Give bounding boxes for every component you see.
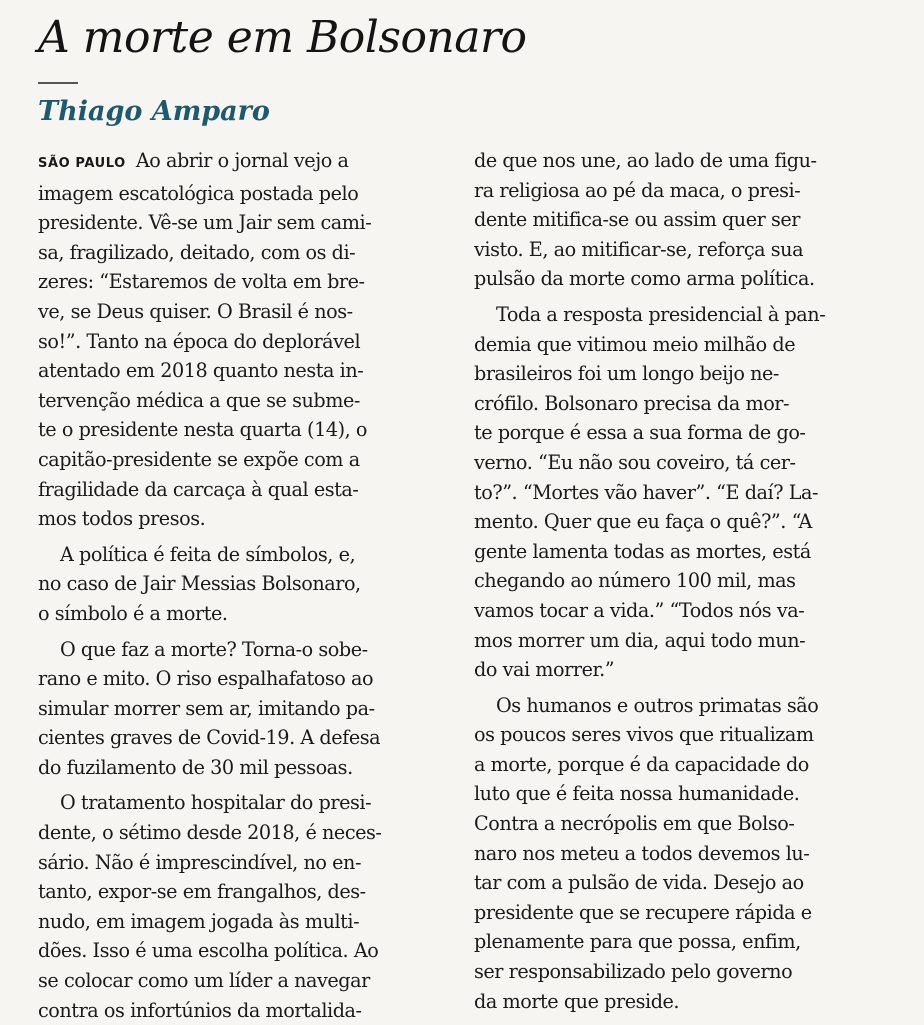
text-line — [474, 987, 894, 1017]
text-line — [38, 297, 458, 327]
text-line — [474, 691, 894, 721]
line-text: verno. “Eu não sou coveiro, tá cer- — [474, 450, 796, 474]
text-line — [474, 146, 894, 176]
line-text: atentado em 2018 quanto nesta in- — [38, 359, 364, 383]
text-line — [38, 415, 458, 445]
text-line — [38, 635, 458, 665]
line-text: luto que é feita nossa humanidade. — [474, 782, 800, 806]
text-line — [38, 146, 458, 179]
text-line — [38, 848, 458, 878]
text-line — [474, 389, 894, 419]
line-text: Contra a necrópolis em que Bolso- — [474, 812, 795, 836]
text-line — [38, 818, 458, 848]
line-text: Os humanos e outros primatas são — [496, 693, 819, 717]
text-line — [474, 176, 894, 206]
line-text: a morte, porque é da capacidade do — [474, 752, 809, 776]
text-line — [474, 927, 894, 957]
text-line — [38, 540, 458, 570]
line-text: O tratamento hospitalar do presi- — [60, 791, 372, 815]
text-line — [38, 753, 458, 783]
text-line — [38, 327, 458, 357]
text-line — [474, 898, 894, 928]
text-line — [474, 205, 894, 235]
dateline: SÃO PAULO — [38, 156, 126, 171]
text-line — [474, 330, 894, 360]
line-text: de que nos une, ao lado de uma figu- — [474, 149, 817, 172]
author-byline: Thiago Amparo — [38, 96, 270, 127]
line-text: plenamente para que possa, enfim, — [474, 930, 801, 954]
line-text: O que faz a morte? Torna-o sobe- — [60, 637, 368, 661]
text-line — [474, 507, 894, 537]
line-text: tervenção médica a que se subme- — [38, 388, 360, 412]
line-text: nudo, em imagem jogada às multi- — [38, 909, 360, 933]
article-column-left — [38, 146, 458, 1025]
line-text: ra religiosa ao pé da maca, o presi- — [474, 178, 801, 202]
headline: A morte em Bolsonaro — [38, 12, 527, 63]
line-text: cientes graves de Covid-19. A defesa — [38, 726, 381, 750]
text-line — [474, 750, 894, 780]
line-text: imagem escatológica postada pelo — [38, 181, 359, 205]
line-text: presidente que se recupere rápida e — [474, 900, 812, 924]
text-line — [474, 264, 894, 294]
line-text: o símbolo é a morte. — [38, 601, 228, 625]
text-line — [474, 957, 894, 987]
text-line — [38, 445, 458, 475]
line-text: sa, fragilizado, deitado, com os di- — [38, 240, 356, 264]
line-text: visto. E, ao mitificar-se, reforça sua — [474, 237, 804, 261]
line-text: simular morrer sem ar, imitando pa- — [38, 696, 375, 720]
text-line — [38, 907, 458, 937]
text-line — [38, 386, 458, 416]
line-text: fragilidade da carcaça à qual esta- — [38, 477, 359, 501]
line-text: mos morrer um dia, aqui todo mun- — [474, 628, 806, 652]
text-line — [38, 356, 458, 386]
text-line — [38, 694, 458, 724]
text-line — [474, 839, 894, 869]
text-line — [474, 596, 894, 626]
text-line — [474, 779, 894, 809]
text-line — [38, 996, 458, 1025]
text-line — [474, 868, 894, 898]
line-text: naro nos meteu a todos devemos lu- — [474, 841, 810, 865]
line-text: to?”. “Mortes vão haver”. “E daí? La- — [474, 480, 819, 504]
line-text: pulsão da morte como arma política. — [474, 267, 815, 291]
line-text: te porque é essa a sua forma de go- — [474, 421, 806, 445]
text-line — [38, 569, 458, 599]
text-line — [474, 720, 894, 750]
text-line — [38, 267, 458, 297]
text-line — [474, 235, 894, 265]
line-text: capitão-presidente se expõe com a — [38, 447, 360, 471]
text-line — [474, 359, 894, 389]
line-text: sário. Não é imprescindível, no en- — [38, 850, 361, 874]
text-line — [38, 504, 458, 534]
line-text: do fuzilamento de 30 mil pessoas. — [38, 755, 353, 779]
line-text: do vai morrer.” — [474, 658, 615, 682]
article-column-right — [474, 146, 894, 1016]
text-line — [474, 566, 894, 596]
text-line — [38, 475, 458, 505]
text-line — [38, 723, 458, 753]
text-line — [474, 809, 894, 839]
line-text: tar com a pulsão de vida. Desejo ao — [474, 871, 804, 895]
text-line — [38, 966, 458, 996]
line-text: gente lamenta todas as mortes, está — [474, 539, 811, 563]
text-line — [38, 936, 458, 966]
line-text: rano e mito. O riso espalhafatoso ao — [38, 667, 374, 691]
line-text: ve, se Deus quiser. O Brasil é nos- — [38, 299, 353, 323]
text-line — [474, 418, 894, 448]
line-text: os poucos seres vivos que ritualizam — [474, 723, 814, 747]
headline-divider — [38, 82, 78, 84]
text-line — [38, 208, 458, 238]
line-text: dente mitifica-se ou assim quer ser — [474, 208, 801, 232]
text-line — [474, 300, 894, 330]
line-text: Toda a resposta presidencial à pan- — [496, 302, 826, 326]
line-text: dões. Isso é uma escolha política. Ao — [38, 939, 379, 963]
line-text: Ao abrir o jornal vejo a — [135, 149, 349, 172]
line-text: mos todos presos. — [38, 507, 206, 531]
line-text: so!”. Tanto na época do deplorável — [38, 329, 361, 353]
text-line — [38, 179, 458, 209]
text-line — [474, 655, 894, 685]
line-text: crófilo. Bolsonaro precisa da mor- — [474, 391, 790, 415]
line-text: vamos tocar a vida.” “Todos nós va- — [474, 598, 805, 622]
text-line — [38, 238, 458, 268]
line-text: dente, o sétimo desde 2018, é neces- — [38, 821, 382, 845]
line-text: ser responsabilizado pelo governo — [474, 960, 793, 984]
line-text: demia que vitimou meio milhão de — [474, 332, 796, 356]
line-text: chegando ao número 100 mil, mas — [474, 569, 796, 593]
line-text: te o presidente nesta quarta (14), o — [38, 418, 368, 442]
text-line — [474, 478, 894, 508]
line-text: no caso de Jair Messias Bolsonaro, — [38, 572, 361, 596]
text-line — [38, 877, 458, 907]
text-line — [474, 626, 894, 656]
text-line — [38, 664, 458, 694]
line-text: tanto, expor-se em frangalhos, des- — [38, 880, 366, 904]
line-text: brasileiros foi um longo beijo ne- — [474, 362, 779, 386]
text-line — [474, 537, 894, 567]
line-text: mento. Quer que eu faça o quê?”. “A — [474, 510, 812, 534]
line-text: A política é feita de símbolos, e, — [60, 542, 356, 566]
line-text: contra os infortúnios da mortalida- — [38, 998, 362, 1022]
text-line — [38, 599, 458, 629]
line-text: zeres: “Estaremos de volta em bre- — [38, 270, 365, 294]
line-text: se colocar como um líder a navegar — [38, 969, 370, 993]
text-line — [38, 788, 458, 818]
line-text: presidente. Vê-se um Jair sem cami- — [38, 211, 372, 235]
line-text: da morte que preside. — [474, 989, 680, 1013]
text-line — [474, 448, 894, 478]
